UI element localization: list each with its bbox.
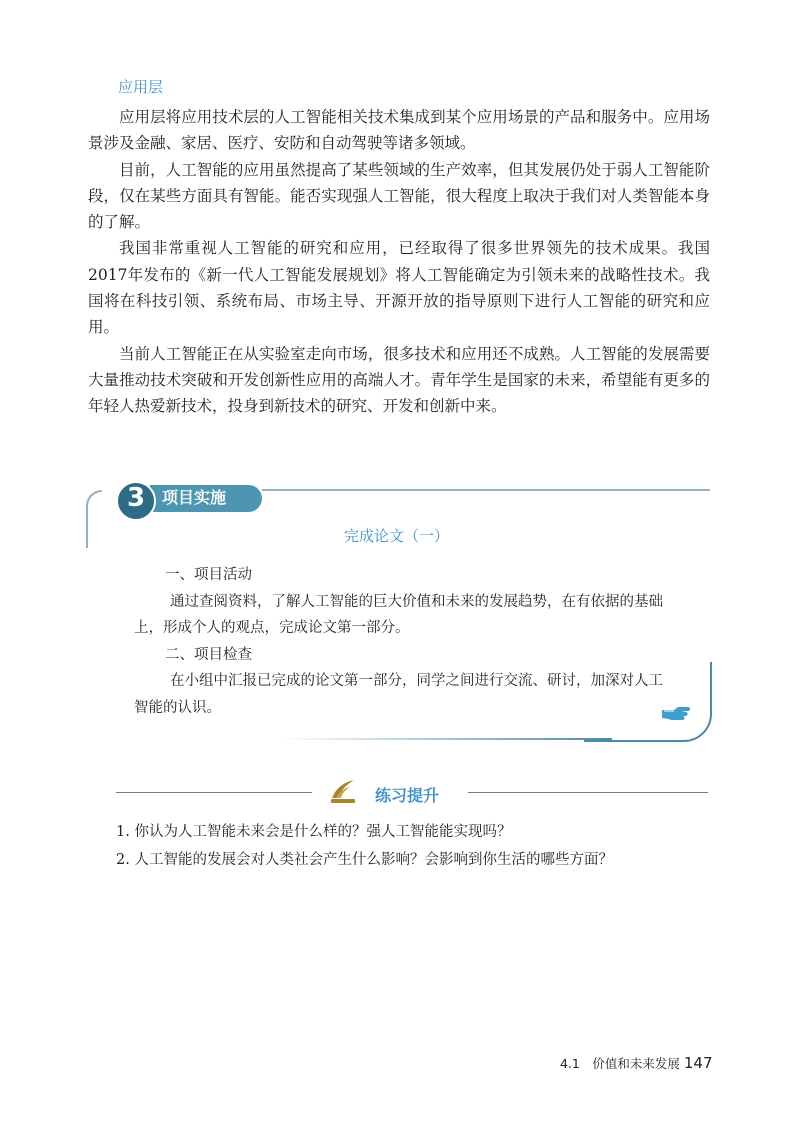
essay-title: 完成论文（一） (343, 527, 449, 545)
activity-text: 通过查阅资料，了解人工智能的巨大价值和未来的发展趋势，在有依据的基础上，形成个人的观点，完成论文第一部分。 (134, 593, 663, 636)
project-badge-label: 项目实施 (162, 488, 227, 507)
question-item: 2. 人工智能的发展会对人类社会产生什么影响？会影响到你生活的哪些方面？ (116, 852, 613, 868)
project-content (134, 562, 664, 721)
practice-divider-right (468, 792, 708, 793)
paragraph: 应用层将应用技术层的人工智能相关技术集成到某个应用场景的产品和服务中。应用场景涉及金融、家居、医疗、安防和自动驾驶等诸多领域。 (88, 108, 710, 153)
section-title: 应用层 (118, 78, 164, 96)
pointing-hand-icon (660, 704, 692, 722)
page-footer (560, 1054, 713, 1072)
project-box-frame-top (262, 489, 710, 491)
paragraph: 当前人工智能正在从实验室走向市场，很多技术和应用还不成熟。人工智能的发展需要大量推动技术突破和开发创新性应用的高端人才。青年学生是国家的未来，希望能有更多的年轻人热爱新技术，投身到新技术的研究、开发和创新中来。 (88, 344, 710, 416)
check-text: 在小组中汇报已完成的论文第一部分，同学之间进行交流、研讨，加深对人工智能的认识。 (134, 673, 663, 716)
footer-section-ref: 4.1 价值和未来发展 (560, 1056, 680, 1071)
practice-emblem-icon (328, 776, 358, 806)
activity-heading: 一、项目活动 (165, 567, 252, 583)
paragraph: 我国非常重视人工智能的研究和应用，已经取得了很多世界领先的技术成果。我国2017年发布的《新一代人工智能发展规划》将人工智能确定为引领未来的战略性技术。我国将在科技引领、系统布局、市场主导、开源开放的指导原则下进行人工智能的研究和应用。 (88, 239, 710, 337)
body-text (88, 104, 710, 420)
practice-divider-left (116, 792, 312, 793)
question-item: 1. 你认为人工智能未来会是什么样的？强人工智能能实现吗？ (116, 824, 512, 840)
project-badge-number: 3 (126, 483, 146, 513)
project-box-frame-bottom (282, 738, 612, 740)
practice-questions (116, 818, 716, 874)
practice-title: 练习提升 (375, 786, 440, 805)
page-number: 147 (683, 1054, 713, 1072)
paragraph: 目前，人工智能的应用虽然提高了某些领域的生产效率，但其发展仍处于弱人工智能阶段，仅在某些方面具有智能。能否实现强人工智能，很大程度上取决于我们对人类智能本身的了解。 (88, 160, 710, 232)
check-heading: 二、项目检查 (165, 646, 252, 663)
